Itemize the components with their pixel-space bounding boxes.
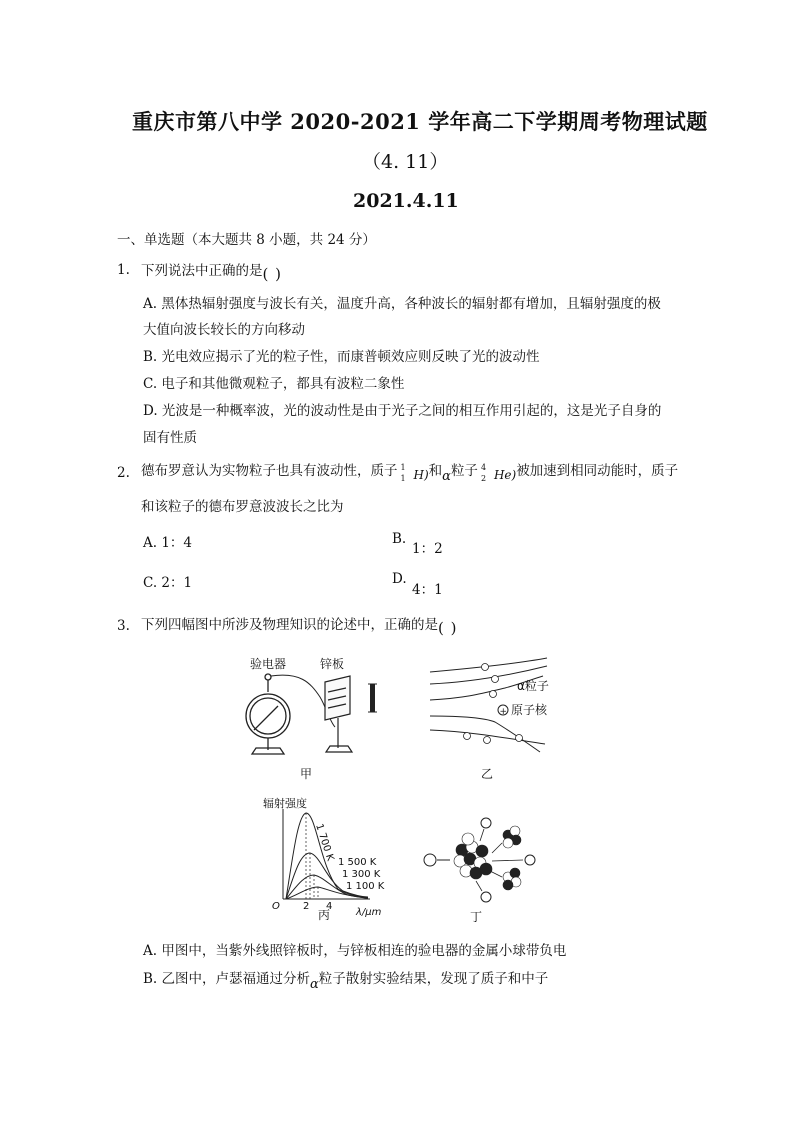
figure-jia-caption: 甲 xyxy=(300,767,313,781)
nucleus-cluster xyxy=(454,833,492,879)
figure-yi xyxy=(425,652,565,782)
radiation-intensity-label: 辐射强度 xyxy=(263,797,307,810)
figure-bing xyxy=(258,795,408,925)
helium-mass-number: 4 xyxy=(480,462,487,472)
exam-date: 2021.4.11 xyxy=(353,190,459,212)
nucleus-plus: + xyxy=(499,707,508,717)
helium-symbol: He) xyxy=(493,468,517,482)
electroscope-drawing xyxy=(246,674,290,754)
figure-bing-caption: 丙 xyxy=(318,908,331,922)
figure-ding xyxy=(420,815,540,925)
q1-option-b: B. 光电效应揭示了光的粒子性，而康普顿效应则反映了光的波动性 xyxy=(143,349,540,365)
q1-option-d-line1: D. 光波是一种概率波，光的波动性是由于光子之间的相互作用引起的，这是光子自身的 xyxy=(143,403,662,419)
q2-option-d-value: 4：1 xyxy=(412,582,443,598)
q3-stem xyxy=(141,614,457,635)
section-heading: 一、单选题（本大题共 8 小题，共 24 分） xyxy=(117,232,376,248)
nucleus-label: 原子核 xyxy=(511,703,548,717)
q2-text-2: 和 xyxy=(428,463,443,479)
q3-number: 3. xyxy=(117,618,130,634)
proton-atomic-number: 1 xyxy=(400,473,406,483)
incoming-neutron xyxy=(424,854,436,866)
origin-label: O xyxy=(272,901,280,912)
page-subtitle: （4. 11） xyxy=(362,151,449,173)
q1-answer-paren: ( ) xyxy=(262,265,282,283)
figure-jia xyxy=(240,652,400,782)
curve-label-1300k: 1 300 K xyxy=(342,869,381,880)
q2-option-b-label: B. xyxy=(392,531,407,547)
q2-option-a: A. 1：4 xyxy=(143,535,193,551)
q3-option-b-text-2: 粒子散射实验结果，发现了质子和中子 xyxy=(318,971,549,987)
wavelength-axis-label: λ/μm xyxy=(356,907,382,918)
fragment-bottom xyxy=(503,868,521,890)
zinc-plate-drawing xyxy=(325,676,352,752)
q3-option-a: A. 甲图中，当紫外线照锌板时，与锌板相连的验电器的金属小球带负电 xyxy=(143,943,567,959)
alpha-particle-label: α粒子 xyxy=(517,679,549,693)
figure-ding-caption: 丁 xyxy=(470,910,483,924)
q3-stem-text: 下列四幅图中所涉及物理知识的论述中，正确的是 xyxy=(141,617,438,633)
uv-lamp xyxy=(370,684,375,712)
q1-stem-text: 下列说法中正确的是 xyxy=(141,263,263,279)
q3-option-b xyxy=(143,969,548,990)
page-title: 重庆市第八中学 2020-2021 学年高二下学期周考物理试题 xyxy=(132,109,708,134)
figure-yi-caption: 乙 xyxy=(481,767,494,781)
helium-isotope xyxy=(478,463,494,481)
curve-label-1700k: 1 700 K xyxy=(313,822,336,863)
q2-option-b-value: 1：2 xyxy=(412,541,443,557)
q2-stem-line1 xyxy=(141,461,678,482)
q1-option-c: C. 电子和其他微观粒子，都具有波粒二象性 xyxy=(143,376,405,392)
tick-4: 4 xyxy=(326,901,333,912)
q1-option-d-line2: 固有性质 xyxy=(143,430,197,446)
fragment-top xyxy=(503,826,521,848)
q2-text-1: 德布罗意认为实物粒子也具有波动性，质子 xyxy=(141,463,398,479)
q1-option-a-line1: A. 黑体热辐射强度与波长有关，温度升高，各种波长的辐射都有增加，且辐射强度的极 xyxy=(143,296,661,312)
proton-isotope xyxy=(398,463,414,481)
helium-atomic-number: 2 xyxy=(480,473,487,483)
electroscope-label: 验电器 xyxy=(250,657,287,671)
q2-option-d-label: D. xyxy=(392,571,407,587)
q1-option-a-line2: 大值向波长较长的方向移动 xyxy=(143,322,305,338)
q3-answer-paren: ( ) xyxy=(438,619,458,637)
curve-label-1500k: 1 500 K xyxy=(338,857,377,868)
q2-number: 2. xyxy=(117,465,130,481)
q2-option-c: C. 2：1 xyxy=(143,575,193,591)
zinc-plate-label: 锌板 xyxy=(320,657,345,671)
alpha-symbol: α xyxy=(442,469,451,484)
proton-mass-number: 1 xyxy=(400,462,406,472)
curve-label-1100k: 1 100 K xyxy=(346,881,385,892)
q2-stem-line2: 和该粒子的德布罗意波波长之比为 xyxy=(141,499,344,515)
q1-stem xyxy=(141,260,282,281)
proton-symbol: H) xyxy=(413,468,429,482)
q3-option-b-text-1: B. 乙图中，卢瑟福通过分析 xyxy=(143,971,311,987)
q1-number: 1. xyxy=(117,262,130,278)
q2-text-4: 被加速到相同动能时，质子 xyxy=(516,463,679,479)
tick-2: 2 xyxy=(303,901,310,912)
q3-alpha-symbol: α xyxy=(310,977,319,992)
q2-text-3: 粒子 xyxy=(450,463,478,479)
